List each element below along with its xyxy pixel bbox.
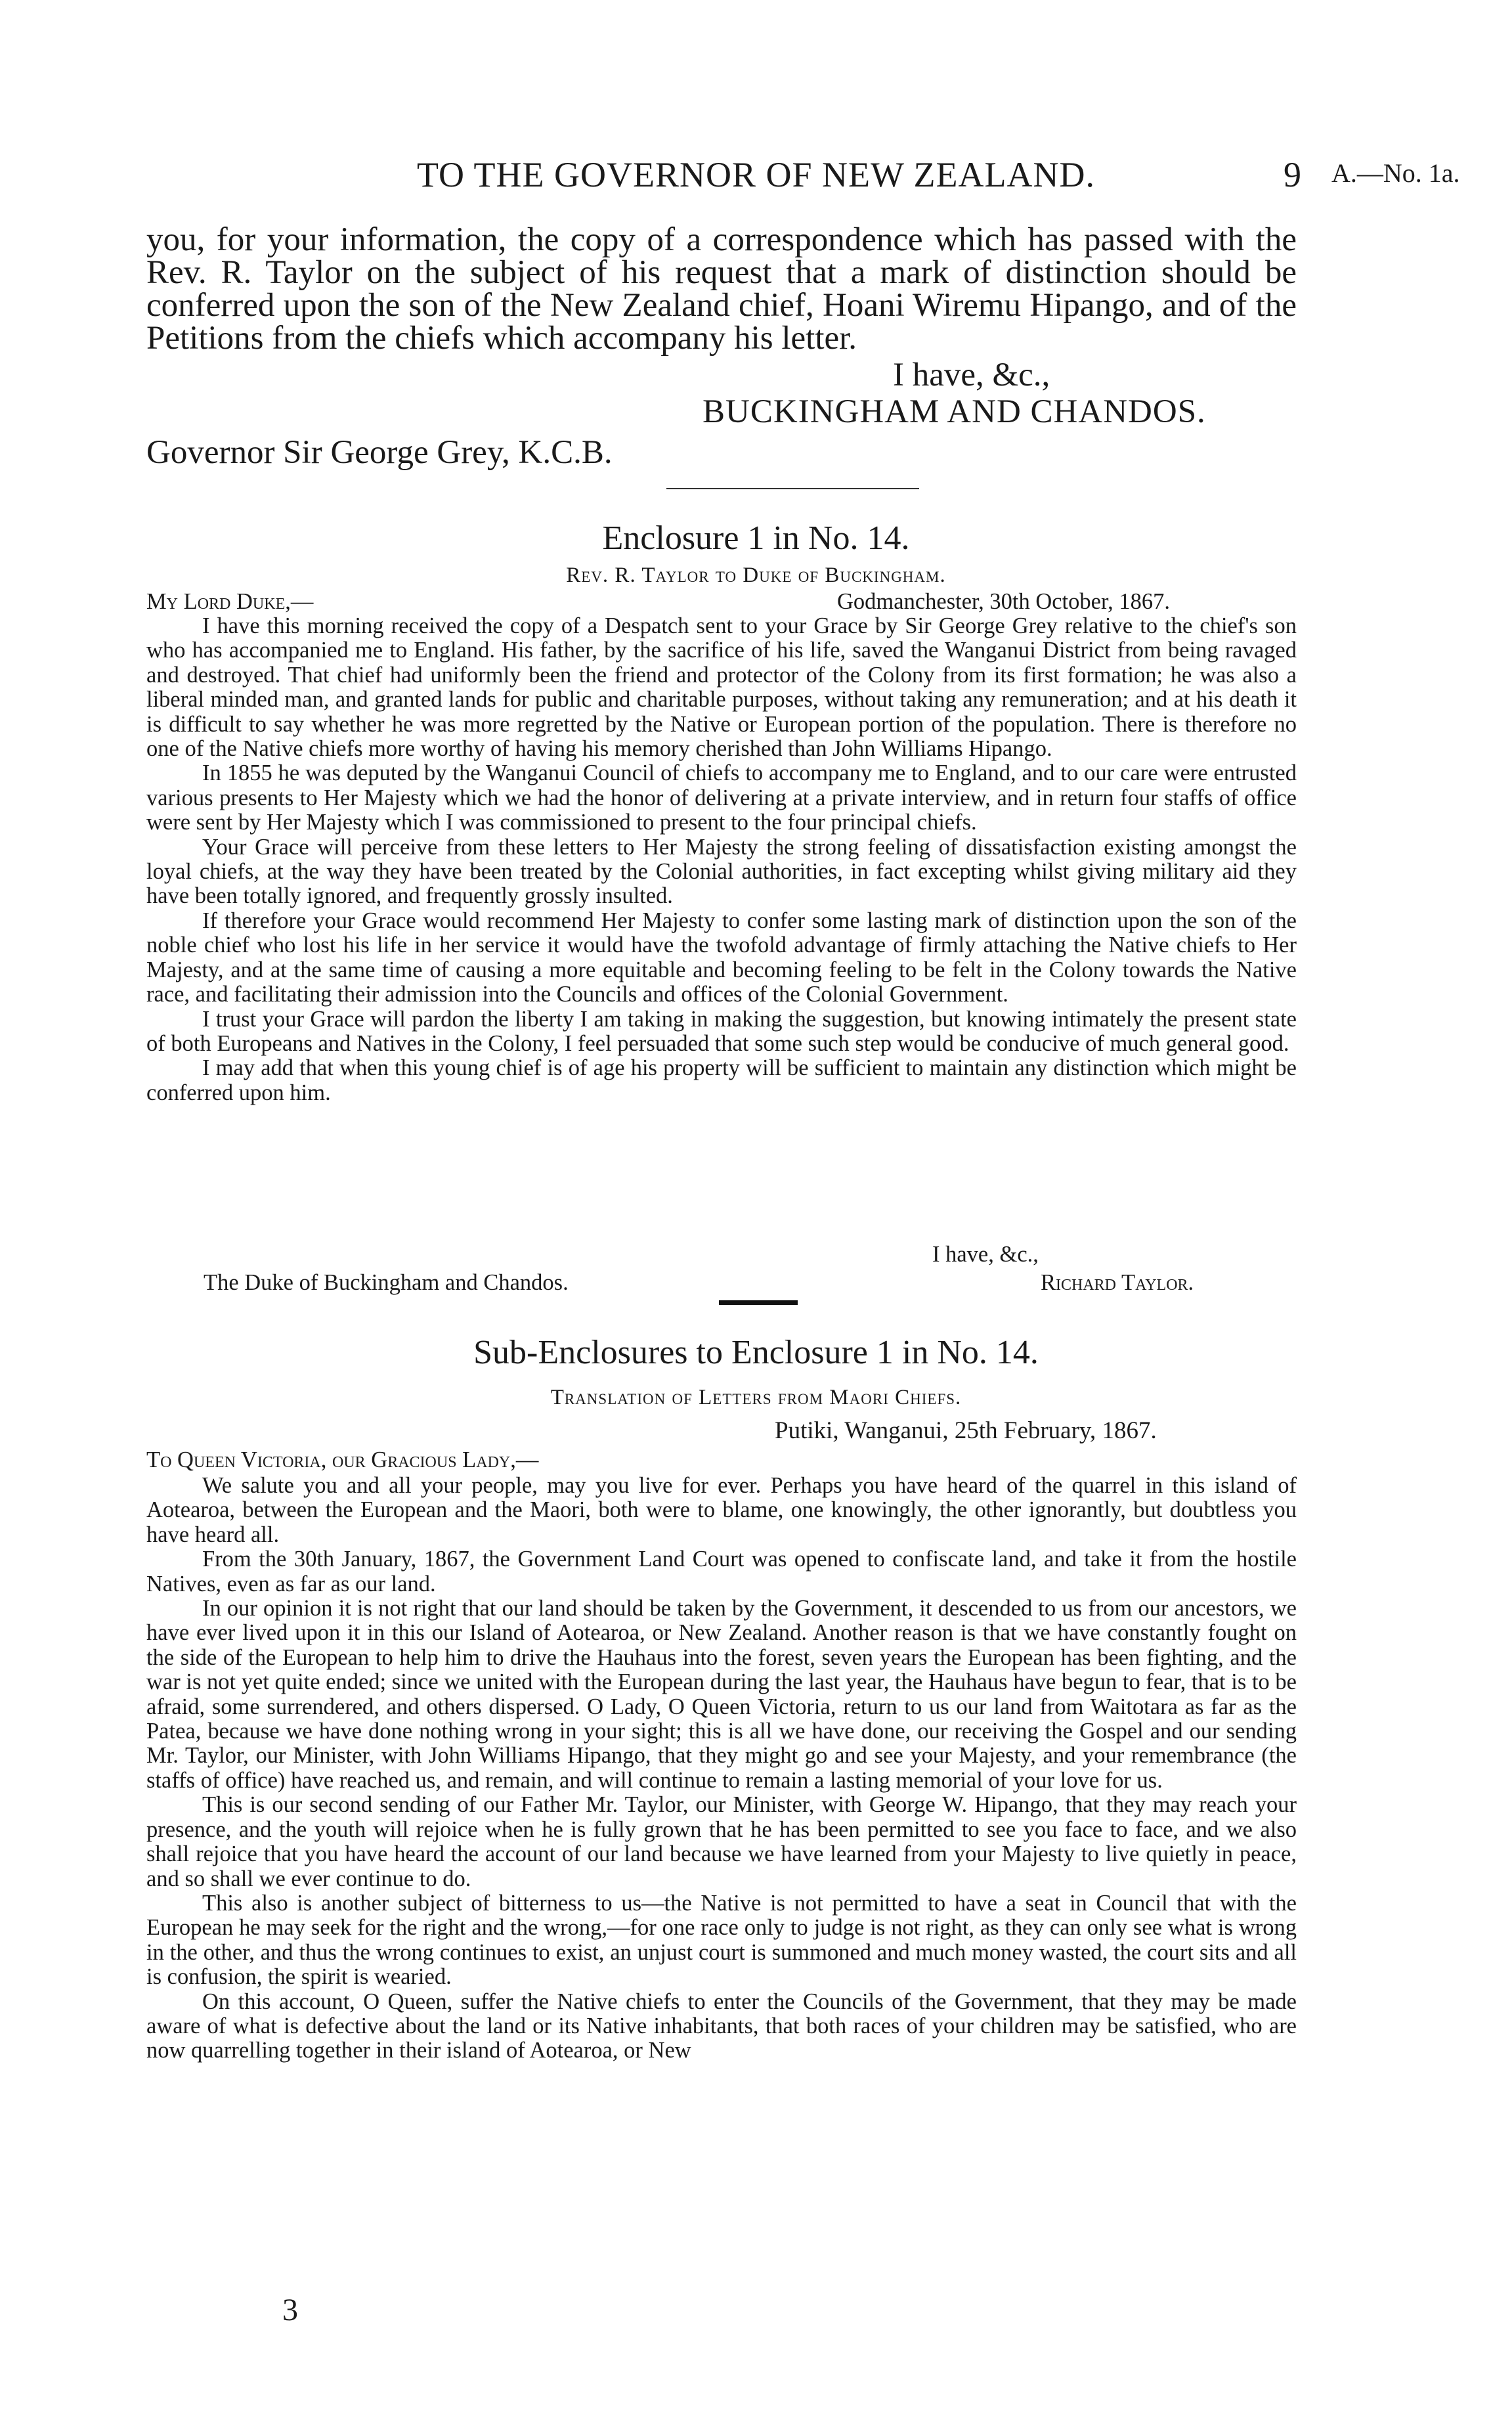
enclosure-paragraph: I trust your Grace will pardon the liberty I am taking in making the suggestion, but knowing intimately the present state of both Europeans and Natives in the Colony, I feel persuaded that some such step would be conducive of much general good.	[146, 1006, 1297, 1056]
sub-enclosure-paragraph: This is our second sending of our Father Mr. Taylor, our Minister, with George W. Hipango, that they may reach your presence, and the youth will rejoice when he is fully grown that he has been permitted to see you face to face, and we also shall rejoice that you have heard the account of our land because we have learned from your Majesty to live quietly in peace, and so shall we ever continue to do.	[146, 1792, 1297, 1891]
enclosure-subheading: Rev. R. Taylor to Duke of Buckingham.	[566, 563, 946, 587]
intro-paragraph: you, for your information, the copy of a correspondence which has passed with the Rev. R. Taylor on the subject of his request that a mark of distinction should be conferred upon the son of the New Zealand chief, Hoani Wiremu Hipango, and of the Petitions from the chiefs which accompany his letter.	[146, 221, 1297, 357]
intro-signature: BUCKINGHAM AND CHANDOS.	[702, 393, 1206, 430]
enclosure-addressee: The Duke of Buckingham and Chandos.	[204, 1270, 569, 1295]
page-header-title: TO THE GOVERNOR OF NEW ZEALAND.	[417, 155, 1095, 194]
sub-enclosure-heading: Sub-Enclosures to Enclosure 1 in No. 14.	[473, 1334, 1039, 1371]
enclosure-signature: Richard Taylor.	[1041, 1270, 1194, 1295]
sub-enclosure-paragraph: In our opinion it is not right that our land should be taken by the Government, it descended to us from our ancestors, we have ever lived upon it in this our Island of Aotearoa, or New Zealand. Another reason is that we have constantly fought on the side of the European to help him to drive the Hauhaus into the forest, seven years the European has been fighting, and the war is not yet quite ended; since we united with the European during the last year, the Hauhaus have begun to fear, that is to be afraid, some surrendered, and others dispersed. O Lady, O Queen Victoria, return to us our land from Waitotara as far as the Patea, because we have done nothing wrong in your sight; this is all we have done, our receiving the Gospel and our sending Mr. Taylor, our Minister, with John Williams Hipango, that they might go and see your Majesty, and your remembrance (the staffs of office) have reached us, and remain, and will continue to remain a lasting memorial of your love for us.	[146, 1596, 1297, 1793]
sub-enclosure-paragraph: On this account, O Queen, suffer the Native chiefs to enter the Councils of the Government, that they may be made aware of what is defective about the land or its Native inhabitants, that both races of your children may be satisfied, who are now quarrelling together in their island of Aotearoa, or New	[146, 1989, 1297, 2063]
enclosure-paragraph: If therefore your Grace would recommend Her Majesty to confer some lasting mark of distinction upon the son of the noble chief who lost his life in her service it would have the twofold advantage of firmly attaching the Native chiefs to Her Majesty, and at the same time of causing a more equitable and becoming feeling to be felt in the Colony towards the Native race, and facilitating their admission into the Councils and offices of the Colonial Government.	[146, 908, 1297, 1007]
intro-closing: I have, &c.,	[893, 357, 1050, 393]
enclosure-heading: Enclosure 1 in No. 14.	[602, 519, 910, 557]
sub-enclosure-subheading: Translation of Letters from Maori Chiefs.	[550, 1386, 962, 1409]
signature-mark: 3	[282, 2293, 298, 2327]
sub-enclosure-paragraph: This also is another subject of bitterness to us—the Native is not permitted to have a seat in Council that with the European he may seek for the right and the wrong,—for one race only to judge is not right, as they can only see what is wrong in the other, and thus the wrong continues to exist, an unjust court is summoned and much money wasted, the court sits and all is confusion, the spirit is wearied.	[146, 1890, 1297, 1990]
enclosure-paragraph: Your Grace will perceive from these letters to Her Majesty the strong feeling of dissatisfaction existing amongst the loyal chiefs, at the way they have been treated by the Colonial authorities, in fact excepting whilst giving military aid they have been totally ignored, and frequently grossly insulted.	[146, 834, 1297, 909]
intro-addressee: Governor Sir George Grey, K.C.B.	[146, 434, 613, 471]
sub-enclosure-paragraph: From the 30th January, 1867, the Government Land Court was opened to confiscate land, and take it from the hostile Natives, even as far as our land.	[146, 1547, 1297, 1596]
section-divider	[666, 488, 919, 489]
document-reference: A.—No. 1a.	[1331, 158, 1460, 188]
enclosure-paragraph: I may add that when this young chief is of age his property will be sufficient to maintain any distinction which might be conferred upon him.	[146, 1055, 1297, 1105]
section-divider	[719, 1300, 798, 1305]
enclosure-salutation: My Lord Duke,—	[146, 589, 314, 614]
sub-enclosure-letter-body	[146, 1474, 1297, 2063]
enclosure-paragraph: I have this morning received the copy of a Despatch sent to your Grace by Sir George Grey relative to the chief's son who has accompanied me to England. His father, by the sacrifice of his life, saved the Wanganui District from being ravaged and destroyed. That chief had uniformly been the friend and protector of the Colony from its first formation; he was also a liberal minded man, and granted lands for public and charitable purposes, without taking any remuneration; and at his death it is difficult to say whether he was more regretted by the Native or European portion of the population. There is therefore no one of the Native chiefs more worthy of having his memory cherished than John Williams Hipango.	[146, 613, 1297, 762]
enclosure-closing: I have, &c.,	[932, 1242, 1039, 1267]
sub-enclosure-salutation: To Queen Victoria, our Gracious Lady,—	[146, 1447, 539, 1472]
enclosure-place-date: Godmanchester, 30th October, 1867.	[837, 589, 1170, 614]
enclosure-paragraph: In 1855 he was deputed by the Wanganui Council of chiefs to accompany me to England, and to our care were entrusted various presents to Her Majesty which we had the honor of delivering at a private interview, and in return four staffs of office were sent by Her Majesty which I was commissioned to present to the four principal chiefs.	[146, 760, 1297, 835]
page-number: 9	[1284, 155, 1301, 194]
sub-enclosure-place-date: Putiki, Wanganui, 25th February, 1867.	[775, 1417, 1157, 1444]
sub-enclosure-paragraph: We salute you and all your people, may you live for ever. Perhaps you have heard of the quarrel in this island of Aotearoa, between the European and the Maori, both were to blame, one knowingly, the other ignorantly, but doubtless you have heard all.	[146, 1473, 1297, 1547]
enclosure-letter-body	[146, 614, 1297, 1105]
